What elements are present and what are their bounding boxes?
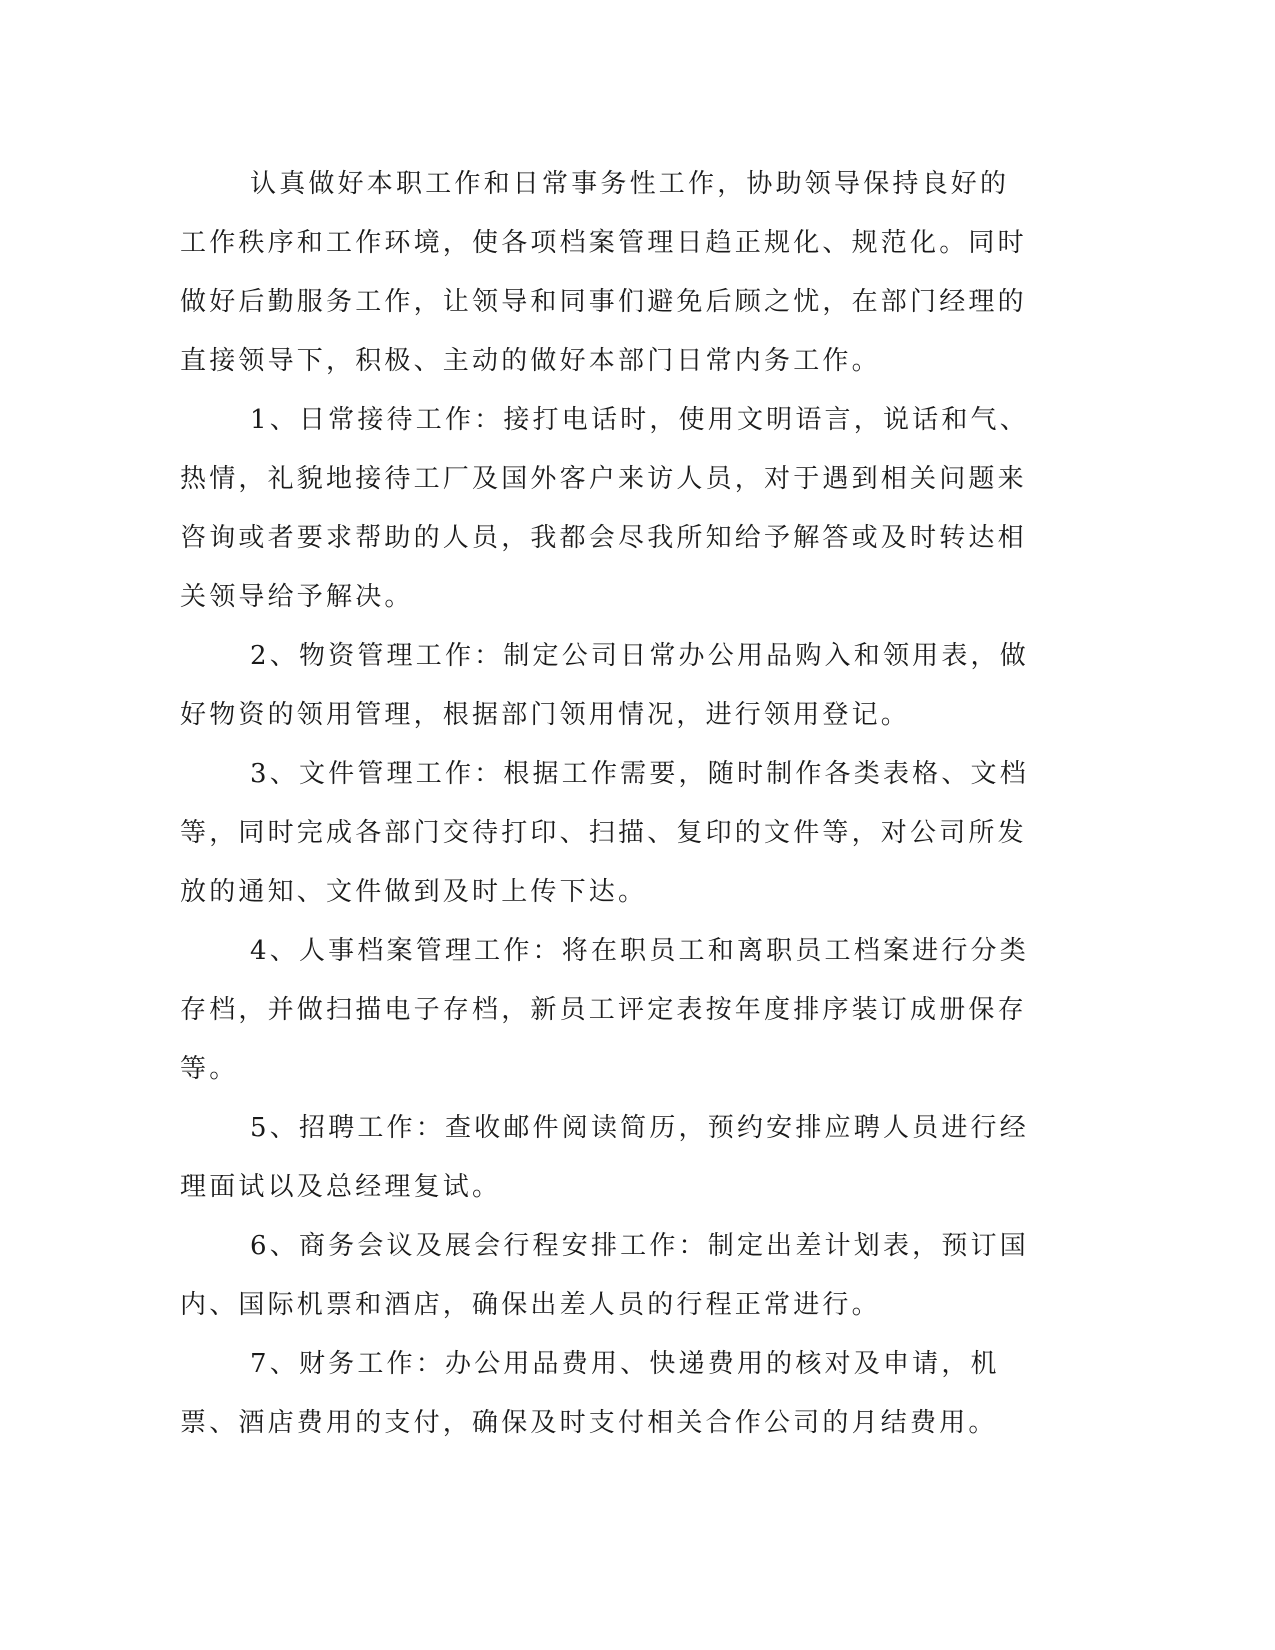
- paragraph-personnel-files: 4、人事档案管理工作：将在职员工和离职员工档案进行分类存档，并做扫描电子存档，新员工评定表按年度排序装订成册保存等。: [180, 936, 1029, 1084]
- paragraph-recruitment: 5、招聘工作：查收邮件阅读简历，预约安排应聘人员进行经理面试以及总经理复试。: [180, 1113, 1029, 1202]
- paragraph-intro: 认真做好本职工作和日常事务性工作，协助领导保持良好的工作秩序和工作环境，使各项档案管理日趋正规化、规范化。同时做好后勤服务工作，让领导和同事们避免后顾之忧，在部门经理的直接领导下，积极、主动的做好本部门日常内务工作。: [180, 169, 1027, 376]
- paragraph-materials: 2、物资管理工作：制定公司日常办公用品购入和领用表，做好物资的领用管理，根据部门领用情况，进行领用登记。: [180, 641, 1029, 730]
- paragraph-reception: 1、日常接待工作：接打电话时，使用文明语言，说话和气、热情，礼貌地接待工厂及国外客户来访人员，对于遇到相关问题来咨询或者要求帮助的人员，我都会尽我所知给予解答或及时转达相关领导给予解决。: [180, 405, 1029, 612]
- paragraph-business-travel: 6、商务会议及展会行程安排工作：制定出差计划表，预订国内、国际机票和酒店，确保出差人员的行程正常进行。: [180, 1231, 1029, 1320]
- document-body: [180, 155, 1030, 1453]
- paragraph-documents: 3、文件管理工作：根据工作需要，随时制作各类表格、文档等，同时完成各部门交待打印、扫描、复印的文件等，对公司所发放的通知、文件做到及时上传下达。: [180, 759, 1029, 907]
- paragraph-finance: 7、财务工作：办公用品费用、快递费用的核对及申请，机票、酒店费用的支付，确保及时支付相关合作公司的月结费用。: [180, 1349, 1000, 1438]
